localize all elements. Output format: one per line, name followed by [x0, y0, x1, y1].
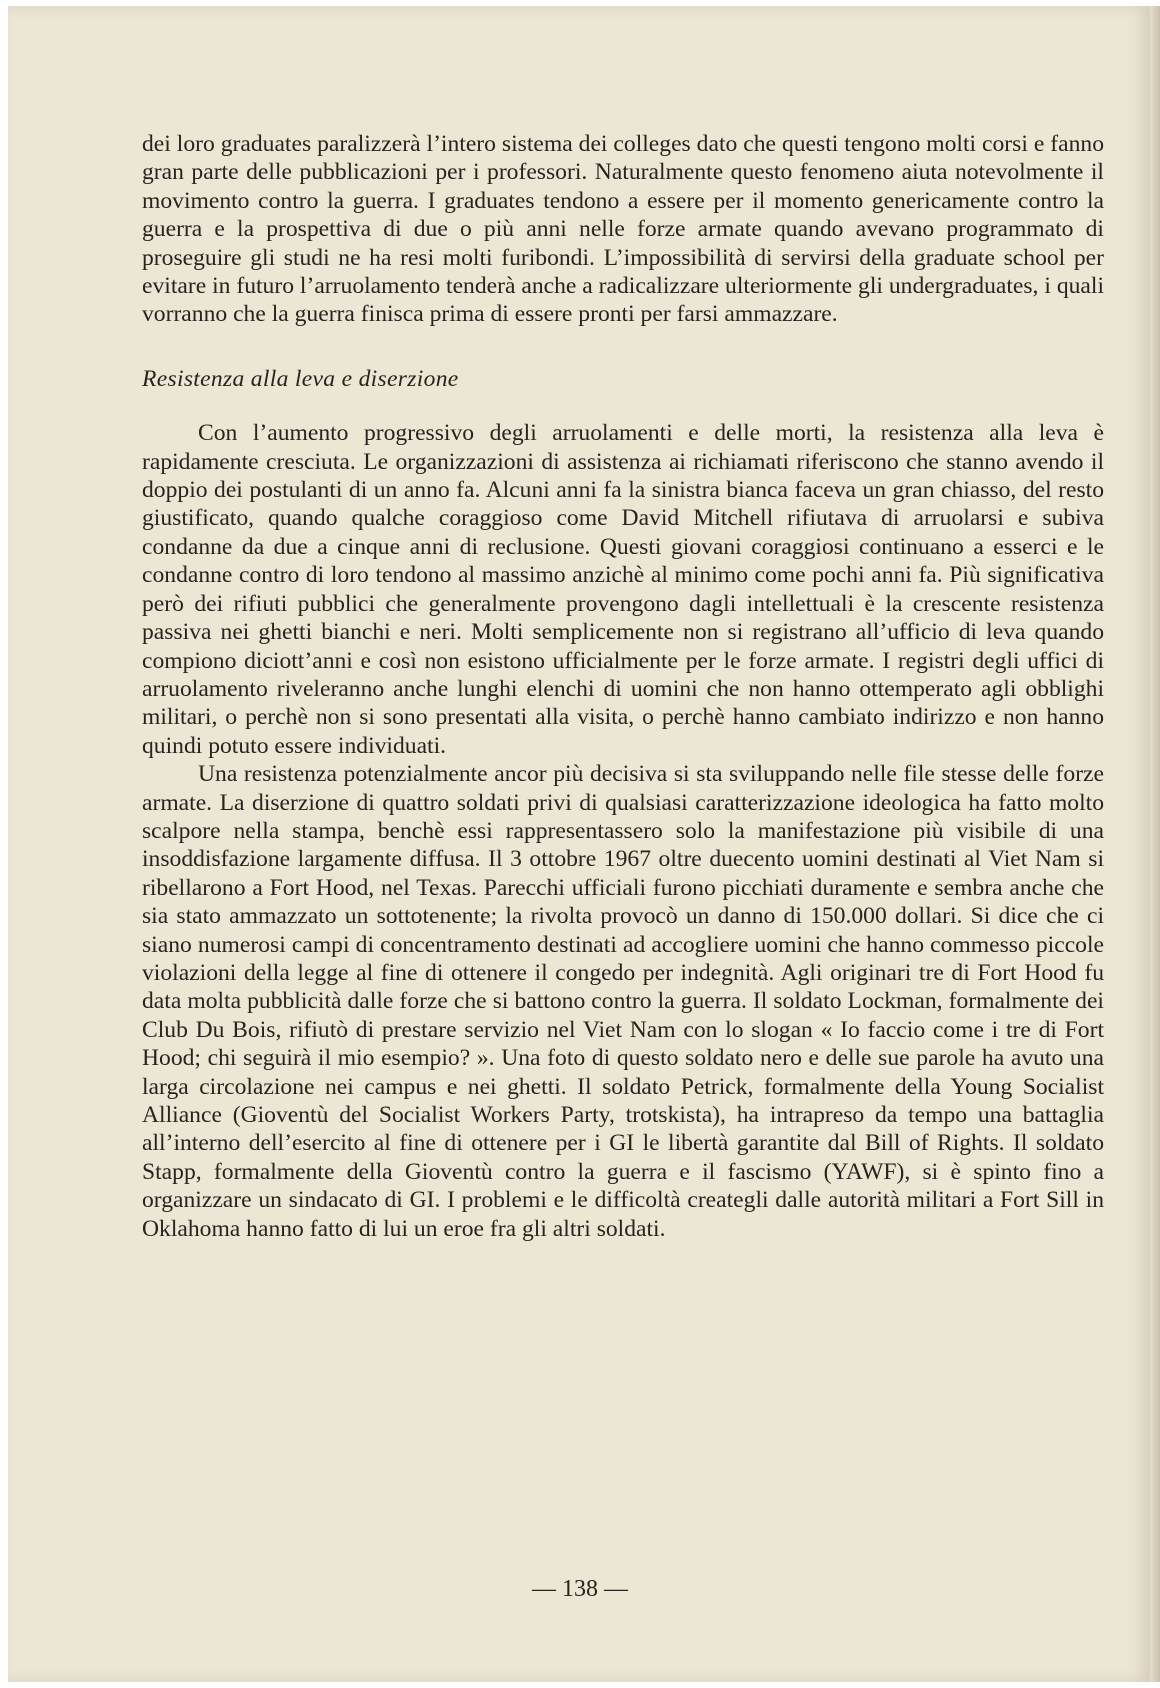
- page-number: — 138 —: [532, 1576, 628, 1602]
- page-text: [142, 130, 1104, 1243]
- paragraph-army-resistance: Una resistenza potenzialmente ancor più decisiva si sta sviluppando nelle file stesse delle forze armate. La diserzione di quattro soldati privi di qualsiasi caratterizzazione ideologica ha fatto molto scalpore nella stampa, benchè essi rappresentassero solo la manifestazione più visibile di una insoddisfazione largamente diffusa. Il 3 ottobre 1967 oltre duecento uomini destinati al Viet Nam si ribellarono a Fort Hood, nel Texas. Parecchi ufficiali furono picchiati duramente e sembra anche che sia stato ammazzato un sottotenente; la rivolta provocò un danno di 150.000 dollari. Si dice che ci siano numerosi campi di concentramento destinati ad accogliere uomini che hanno commesso piccole violazioni della legge al fine di ottenere il congedo per indegnità. Agli originari tre di Fort Hood fu data molta pubblicità dalle forze che si battono contro la guerra. Il soldato Lockman, formalmente dei Club Du Bois, rifiutò di prestare servizio nel Viet Nam con lo slogan « Io faccio come i tre di Fort Hood; chi seguirà il mio esempio? ». Una foto di questo soldato nero e delle sue parole ha avuto una larga circolazione nei campus e nei ghetti. Il soldato Petrick, formalmente della Young Socialist Alliance (Gioventù del Socialist Workers Party, trotskista), ha intrapreso da tempo una battaglia all’interno dell’esercito al fine di ottenere per i GI le libertà garantite dal Bill of Rights. Il soldato Stapp, formalmente della Gioventù contro la guerra e il fascismo (YAWF), si è spinto fino a organizzare un sindacato di GI. I problemi e le difficoltà creategli dalle autorità militari a Fort Sill in Oklahoma hanno fatto di lui un eroe fra gli altri soldati.: [142, 761, 1104, 1242]
- section-title: Resistenza alla leva e diserzione: [142, 365, 459, 392]
- paragraph-graduates: dei loro graduates paralizzerà l’intero sistema dei colleges dato che questi tengono molti corsi e fanno gran parte delle pubblicazioni per i professori. Naturalmente questo fenomeno aiuta notevolmente il movimento contro la guerra. I graduates tendono a essere per il momento genericamente contro la guerra e la prospettiva di due o più anni nelle forze armate quando avevano programmato di proseguire gli studi ne ha resi molti furibondi. L’impossibilità di servirsi della graduate school per evitare in futuro l’arruolamento tenderà anche a radicalizzare ulteriormente gli undergraduates, i quali vorranno che la guerra finisca prima di essere pronti per farsi ammazzare.: [142, 131, 1104, 328]
- page-edge-shadow: [1150, 6, 1160, 1682]
- paragraph-draft-resistance: Con l’aumento progressivo degli arruolamenti e delle morti, la resistenza alla leva è rapidamente cresciuta. Le organizzazioni di assistenza ai richiamati riferiscono che stanno avendo il doppio dei postulanti di un anno fa. Alcuni anni fa la sinistra bianca faceva un gran chiasso, del resto giustificato, quando qualche coraggioso come David Mitchell rifiutava di arruolarsi e subiva condanne da due a cinque anni di reclusione. Questi giovani coraggiosi continuano a esserci e le condanne contro di loro tendono al massimo anzichè al minimo come pochi anni fa. Più significativa però dei rifiuti pubblici che generalmente provengono dagli intellettuali è la crescente resistenza passiva nei ghetti bianchi e neri. Molti semplicemente non si registrano all’ufficio di leva quando compiono diciott’anni e così non esistono ufficialmente per le forze armate. I registri degli uffici di arruolamento riveleranno anche lunghi elenchi di uomini che non hanno ottemperato agli obblighi militari, o perchè non si sono presentati alla visita, o perchè hanno cambiato indirizzo e non hanno quindi potuto essere individuati.: [142, 420, 1104, 759]
